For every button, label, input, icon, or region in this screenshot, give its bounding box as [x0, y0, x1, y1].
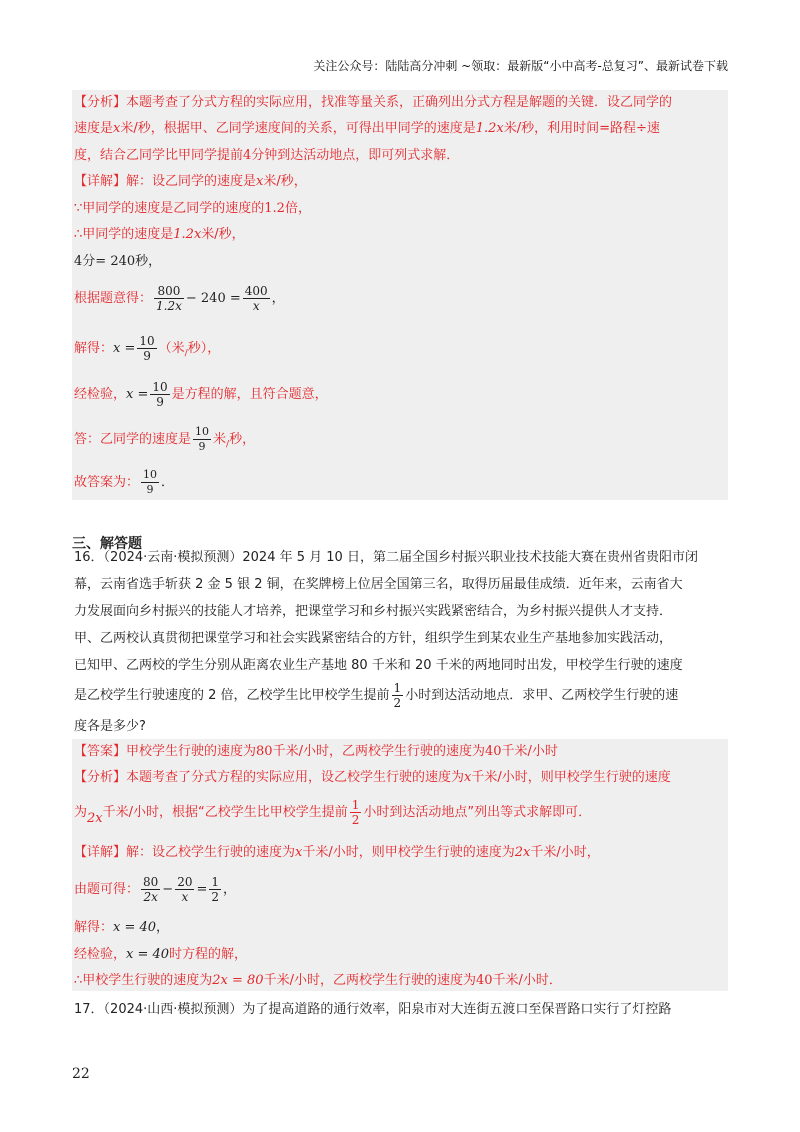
q16-line1: 16．（2024·云南·模拟预测）2024 年 5 月 10 日，第二届全国乡村振兴职业技术技能大赛在贵州省贵阳市闭	[74, 550, 698, 565]
q15-equation: 根据题意得： $\frac{800}{1.2x}$ − 240 = $\frac{400}{x}$ ，	[74, 284, 285, 313]
fraction: $\frac{10}{9}$	[143, 468, 158, 496]
q15-analysis-line2: 速度是x米/秒，根据甲、乙同学速度间的关系，可得出甲同学的速度是1.2x米/秒，利用时间=路程÷速	[74, 121, 660, 136]
q15-check: 经检验，x = $\frac{10}{9}$ 是方程的解，且符合题意，	[74, 380, 328, 409]
detail-label: 【详解】	[74, 174, 127, 189]
q16-conclusion: ∴甲校学生行驶的速度为2x = 80千米/小时，乙两校学生行驶的速度为40千米/小时．	[74, 973, 562, 988]
analysis-label: 【分析】	[74, 95, 127, 110]
fraction: $\frac{800}{1.2x}$	[156, 284, 182, 313]
fraction: $\frac{1}{2}$	[211, 875, 220, 904]
q15-step2: ∴甲同学的速度是1.2x米/秒，	[74, 227, 245, 242]
q15-step3: 4分= 240秒，	[74, 254, 162, 269]
q15-step1: ∵甲同学的速度是乙同学的速度的1.2倍，	[74, 201, 311, 216]
analysis-label: 【分析】	[74, 770, 127, 785]
q16-solve: 解得：x = 40，	[74, 920, 170, 935]
q16-analysis-line1: 【分析】本题考查了分式方程的实际应用，设乙校学生行驶的速度为x千米/小时，则甲校学生行驶的速度	[74, 770, 671, 785]
fraction: $\frac{10}{9}$	[152, 380, 168, 409]
answer-label: 【答案】	[74, 744, 127, 759]
fraction: $\frac{80}{2x}$	[143, 875, 159, 904]
fraction: $\frac{10}{9}$	[139, 334, 155, 363]
page-number: 22	[72, 1066, 90, 1082]
q16-line6: 是乙校学生行驶速度的 2 倍，乙校学生比甲校学生提前 $\frac{1}{2}$ 小时到达活动地点．求甲、乙两校学生行驶的速	[74, 681, 679, 710]
q16-line5: 已知甲、乙两校的学生分别从距离农业生产基地 80 千米和 20 千米的两地同时出发，甲校学生行驶的速度	[74, 658, 683, 673]
q15-answer: 答：乙同学的速度是 $\frac{10}{9}$ 米$_/$秒，	[74, 425, 256, 453]
section-title: 三、解答题	[72, 536, 142, 552]
q15-detail-line: 【详解】解：设乙同学的速度是x米/秒，	[74, 174, 307, 189]
page-header: 关注公众号：陆陆高分冲刺 ~领取：最新版“小中高考-总复习”、最新试卷下载	[313, 59, 728, 73]
q16-line7: 度各是多少?	[74, 719, 146, 734]
q16-answer: 【答案】甲校学生行驶的速度为80千米/小时，乙两校学生行驶的速度为40千米/小时	[74, 744, 558, 759]
q15-solve: 解得：x = $\frac{10}{9}$ （米$_/$秒），	[74, 334, 221, 363]
detail-label: 【详解】	[74, 845, 127, 860]
q16-check: 经检验，x = 40时方程的解，	[74, 947, 248, 962]
q15-final: 故答案为： $\frac{10}{9}$ ．	[74, 468, 175, 496]
fraction: $\frac{1}{2}$	[393, 681, 402, 710]
q16-equation: 由题可得： $\frac{80}{2x}$ − $\frac{20}{x}$ = $\frac{1}{2}$ ，	[74, 875, 237, 904]
q15-analysis-line3: 度，结合乙同学比甲同学提前4分钟到达活动地点，即可列式求解．	[74, 148, 460, 163]
q17-line1: 17．（2024·山西·模拟预测）为了提高道路的通行效率，阳泉市对大连街五渡口至保晋路口实行了灯控路	[74, 1002, 672, 1017]
q16-analysis-line2: 为2x千米/小时，根据“乙校学生比甲校学生提前 $\frac{1}{2}$ 小时到达活动地点”列出等式求解即可．	[74, 798, 592, 827]
fraction: $\frac{20}{x}$	[177, 875, 193, 904]
q16-line3: 力发展面向乡村振兴的技能人才培养，把课堂学习和乡村振兴实践紧密结合，为乡村振兴提供人才支持．	[74, 604, 673, 619]
fraction: $\frac{400}{x}$	[244, 284, 268, 313]
q16-line2: 幕，云南省选手斩获 2 金 5 银 2 铜，在奖牌榜上位居全国第三名，取得历届最佳成绩．近年来，云南省大	[74, 577, 683, 592]
q15-analysis-line1: 【分析】本题考查了分式方程的实际应用，找准等量关系，正确列出分式方程是解题的关键．设乙同学的	[74, 95, 673, 110]
fraction: $\frac{10}{9}$	[195, 425, 210, 453]
fraction: $\frac{1}{2}$	[351, 798, 360, 827]
q16-detail: 【详解】解：设乙校学生行驶的速度为x千米/小时，则甲校学生行驶的速度为2x千米/小时，	[74, 845, 600, 860]
q16-line4: 甲、乙两校认真贯彻把课堂学习和社会实践紧密结合的方针，组织学生到某农业生产基地参加实践活动，	[74, 631, 673, 646]
